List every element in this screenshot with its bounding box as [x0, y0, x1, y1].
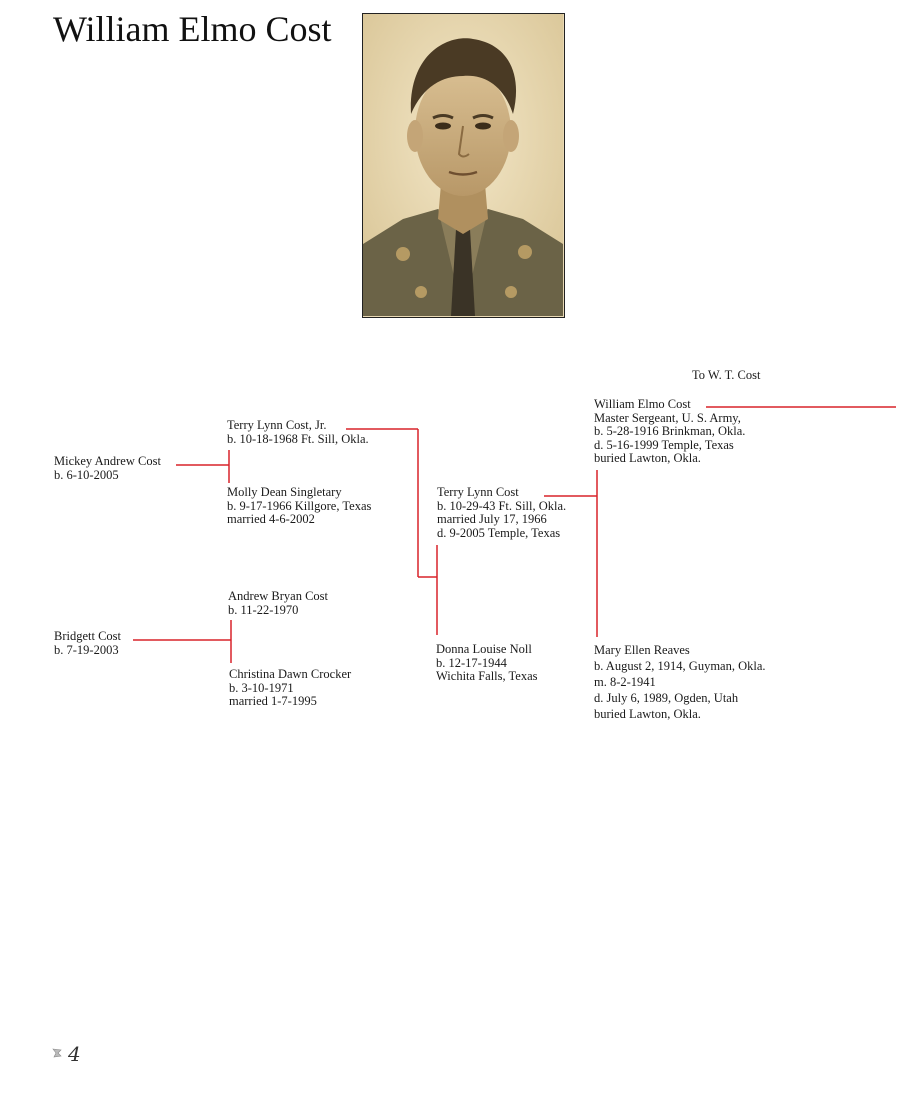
person-detail: buried Lawton, Okla.: [594, 451, 701, 465]
person-name: Terry Lynn Cost: [437, 485, 519, 499]
person-mickey-andrew-cost: [54, 455, 161, 482]
person-name: Donna Louise Noll: [436, 642, 532, 656]
person-name: Mary Ellen Reaves: [594, 643, 690, 657]
person-detail: Master Sergeant, U. S. Army,: [594, 410, 741, 425]
person-detail: b. 6-10-2005: [54, 467, 119, 482]
person-name: William Elmo Cost: [594, 397, 691, 411]
person-christina-dawn-crocker: [229, 668, 351, 709]
person-detail: b. August 2, 1914, Guyman, Okla.: [594, 659, 766, 673]
person-detail: d. 9-2005 Temple, Texas: [437, 525, 561, 540]
person-detail: buried Lawton, Okla.: [594, 707, 701, 721]
page-title: William Elmo Cost: [53, 9, 332, 49]
person-detail: b. 5-28-1916 Brinkman, Okla.: [594, 424, 746, 438]
person-detail: d. 5-16-1999 Temple, Texas: [594, 437, 734, 452]
person-name: Mickey Andrew Cost: [54, 454, 161, 468]
person-donna-louise-noll: [436, 643, 538, 684]
person-detail: b. 9-17-1966 Killgore, Texas: [227, 498, 372, 513]
person-detail: d. July 6, 1989, Ogden, Utah: [594, 691, 739, 705]
person-terry-lynn-cost-jr: [227, 419, 369, 446]
person-andrew-bryan-cost: [228, 590, 328, 617]
person-name: Christina Dawn Crocker: [229, 667, 352, 681]
page-ornament-icon: [52, 1047, 64, 1059]
person-william-elmo-cost: [594, 398, 745, 466]
person-name: Andrew Bryan Cost: [228, 589, 328, 603]
note-to-wt-cost: To W. T. Cost: [692, 368, 761, 382]
person-detail: Wichita Falls, Texas: [436, 669, 538, 683]
person-molly-dean-singletary: [227, 486, 371, 527]
person-detail: b. 10-29-43 Ft. Sill, Okla.: [437, 498, 567, 513]
person-name: Terry Lynn Cost, Jr.: [227, 418, 327, 432]
person-detail: m. 8-2-1941: [594, 675, 656, 689]
person-detail: b. 11-22-1970: [228, 602, 299, 617]
person-name: Bridgett Cost: [54, 629, 122, 643]
person-detail: b. 10-18-1968 Ft. Sill, Okla.: [227, 431, 369, 446]
person-name: Molly Dean Singletary: [227, 485, 342, 499]
person-detail: b. 3-10-1971: [229, 680, 294, 695]
person-detail: b. 7-19-2003: [54, 642, 119, 657]
person-detail: b. 12-17-1944: [436, 655, 507, 670]
page-number: 4: [68, 1042, 81, 1066]
person-detail: married July 17, 1966: [437, 512, 547, 526]
person-bridgett-cost: [54, 630, 121, 657]
person-mary-ellen-reaves: [594, 642, 766, 722]
person-detail: married 4-6-2002: [227, 512, 315, 526]
person-terry-lynn-cost: [437, 486, 566, 540]
person-detail: married 1-7-1995: [229, 694, 317, 708]
